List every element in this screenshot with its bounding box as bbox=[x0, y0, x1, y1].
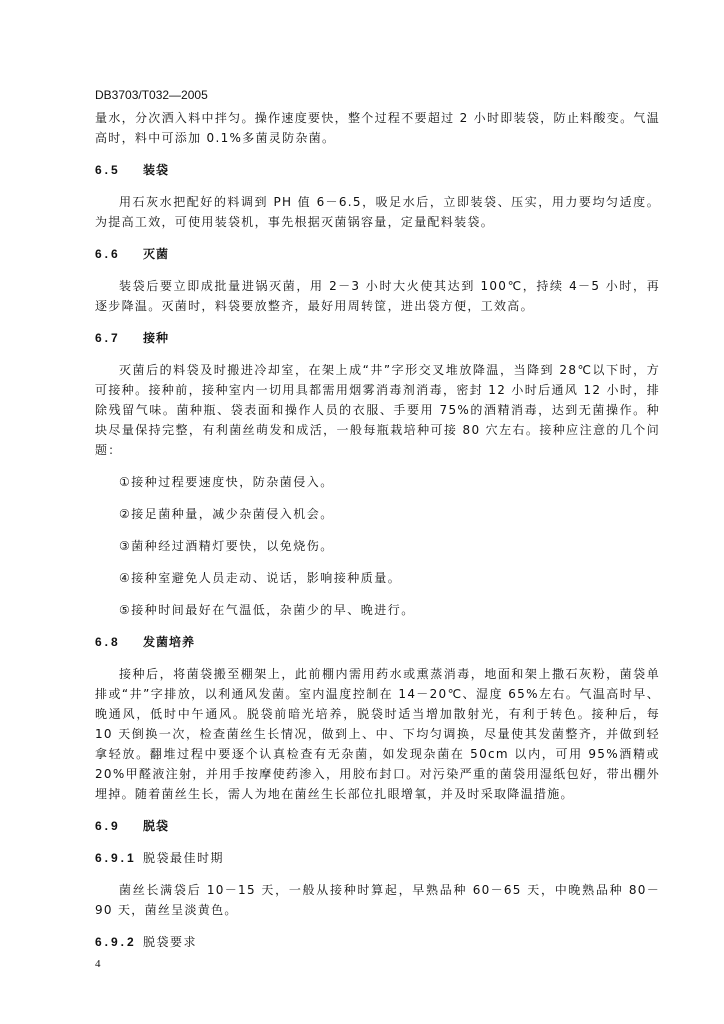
list-item: ①接种过程要速度快，防杂菌侵入。 bbox=[119, 475, 334, 489]
section-number: 6.5 bbox=[95, 163, 121, 177]
section-6-9-2-heading bbox=[95, 932, 660, 952]
list-item: ⑤接种时间最好在气温低，杂菌少的早、晚进行。 bbox=[119, 603, 415, 617]
section-6-5-paragraph: 用石灰水把配好的料调到 PH 值 6－6.5，吸足水后，立即装袋、压实，用力要均匀适度。为提高工效，可使用装袋机，事先根据灭菌锅容量，定量配料装袋。 bbox=[95, 195, 660, 229]
document-code: DB3703/T032—2005 bbox=[95, 88, 208, 102]
document-body bbox=[95, 108, 660, 964]
section-title: 灭菌 bbox=[143, 247, 170, 261]
section-title: 发菌培养 bbox=[143, 635, 196, 649]
section-6-7-heading bbox=[95, 328, 660, 348]
list-item: ②接足菌种量，减少杂菌侵入机会。 bbox=[119, 507, 334, 521]
section-6-7-paragraph: 灭菌后的料袋及时搬进冷却室，在架上成“井”字形交叉堆放降温，当降到 28℃以下时，方可接种。接种前，接种室内一切用具都需用烟雾消毒剂消毒，密封 12 小时后通风 12 小时，排除残留气味。菌种瓶、袋表面和操作人员的衣服、手要用 75%的酒精消毒，达到无菌操作。种块尽量保持完整，有利菌丝萌发和成活，一般每瓶栽培种可接 80 穴左右。接种应注意的几个问题： bbox=[95, 363, 660, 457]
precautions-list bbox=[95, 472, 660, 620]
section-number: 6.9.2 bbox=[95, 935, 137, 949]
section-number: 6.9.1 bbox=[95, 851, 137, 865]
section-title: 脱袋最佳时期 bbox=[143, 851, 225, 865]
section-6-9-heading bbox=[95, 816, 660, 836]
page-number: 4 bbox=[95, 958, 101, 970]
section-6-5-heading bbox=[95, 160, 660, 180]
section-6-9-1-paragraph: 菌丝长满袋后 10－15 天，一般从接种时算起，早熟品种 60－65 天，中晚熟品种 80－90 天，菌丝呈淡黄色。 bbox=[95, 883, 660, 917]
section-6-6-heading bbox=[95, 244, 660, 264]
section-title: 装袋 bbox=[143, 163, 170, 177]
section-number: 6.7 bbox=[95, 331, 121, 345]
section-number: 6.9 bbox=[95, 819, 121, 833]
section-6-8-heading bbox=[95, 632, 660, 652]
section-6-6-paragraph: 装袋后要立即成批量进锅灭菌，用 2－3 小时大火使其达到 100℃，持续 4－5 小时，再逐步降温。灭菌时，料袋要放整齐，最好用周转筐，进出袋方便，工效高。 bbox=[95, 279, 660, 313]
section-6-8-paragraph: 接种后，将菌袋搬至棚架上，此前棚内需用药水或熏蒸消毒，地面和架上撒石灰粉，菌袋单排或“井”字排放，以利通风发菌。室内温度控制在 14－20℃、湿度 65%左右。气温高时早、晚通风，低时中午通风。脱袋前暗光培养，脱袋时适当增加散射光，有利于转色。接种后，每 10 天倒换一次，检查菌丝生长情况，做到上、中、下均匀调换，尽量使其发菌整齐，并做到轻拿轻放。翻堆过程中要逐个认真检查有无杂菌，如发现杂菌在 50cm 以内，可用 95%酒精或 20%甲醛液注射，并用手按摩使药渗入，用胶布封口。对污染严重的菌袋用湿纸包好，带出棚外埋掉。随着菌丝生长，需人为地在菌丝生长部位扎眼增氧，并及时采取降温措施。 bbox=[95, 667, 660, 801]
list-item: ④接种室避免人员走动、说话，影响接种质量。 bbox=[119, 571, 402, 585]
section-title: 脱袋要求 bbox=[143, 935, 198, 949]
section-title: 接种 bbox=[143, 331, 170, 345]
intro-paragraph: 量水，分次洒入料中拌匀。操作速度要快，整个过程不要超过 2 小时即装袋，防止料酸变。气温高时，料中可添加 0.1%多菌灵防杂菌。 bbox=[95, 111, 660, 145]
section-number: 6.6 bbox=[95, 247, 121, 261]
section-title: 脱袋 bbox=[143, 819, 170, 833]
list-item: ③菌种经过酒精灯要快，以免烧伤。 bbox=[119, 539, 334, 553]
section-6-9-1-heading bbox=[95, 848, 660, 868]
section-number: 6.8 bbox=[95, 635, 121, 649]
